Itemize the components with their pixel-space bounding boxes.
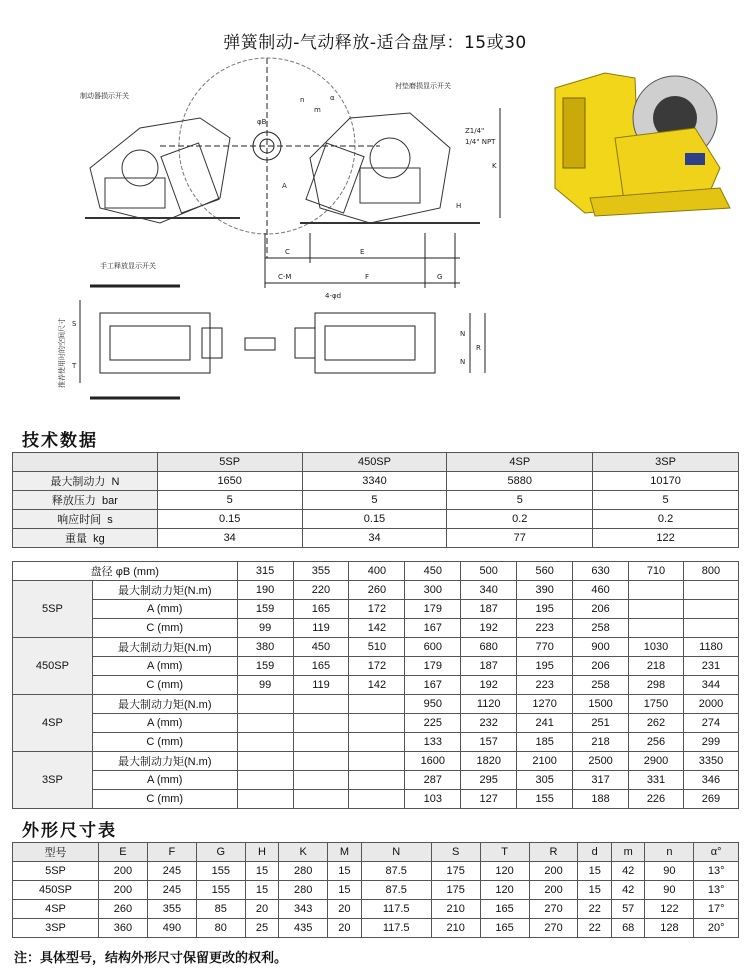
torque-cell: 241 (517, 714, 573, 733)
torque-cell: 225 (405, 714, 461, 733)
dims-cell: 200 (529, 862, 578, 881)
torque-header-row (13, 562, 739, 581)
torque-cell: 119 (293, 619, 349, 638)
torque-cell: 1600 (405, 752, 461, 771)
dims-cell: 245 (147, 862, 196, 881)
torque-cell: 1500 (573, 695, 629, 714)
torque-cell: 142 (349, 676, 405, 695)
torque-cell: 299 (683, 733, 738, 752)
dims-cell: 117.5 (361, 919, 431, 938)
torque-cell (349, 790, 405, 809)
torque-cell: 192 (461, 619, 517, 638)
torque-cell: 220 (293, 581, 349, 600)
torque-cell: 258 (573, 676, 629, 695)
torque-row-label: A (mm) (92, 657, 237, 676)
dimensions-table (12, 842, 739, 938)
torque-diameter: 315 (237, 562, 293, 581)
torque-cell: 223 (517, 619, 573, 638)
dims-cell: 360 (99, 919, 148, 938)
torque-row (13, 581, 739, 600)
tech-row-label: 响应时间 s (13, 510, 158, 529)
dims-cell: 435 (279, 919, 328, 938)
dims-cell: 15 (245, 862, 278, 881)
dims-cell: 175 (431, 881, 480, 900)
dims-cell: 343 (279, 900, 328, 919)
tech-row (13, 472, 739, 491)
dims-cell: 20 (328, 919, 361, 938)
torque-row-label: 最大制动力矩(N.m) (92, 638, 237, 657)
torque-cell: 206 (573, 657, 629, 676)
torque-cell: 179 (405, 600, 461, 619)
torque-cell: 256 (629, 733, 684, 752)
dims-cell: 117.5 (361, 900, 431, 919)
torque-row (13, 619, 739, 638)
dims-cell: 4SP (13, 900, 99, 919)
tech-row (13, 529, 739, 548)
dims-cell: 80 (196, 919, 245, 938)
dims-cell: 20 (328, 900, 361, 919)
torque-cell (349, 771, 405, 790)
torque-cell: 99 (237, 619, 293, 638)
torque-row-label: 最大制动力矩(N.m) (92, 752, 237, 771)
torque-cell: 3350 (683, 752, 738, 771)
torque-row-label: A (mm) (92, 714, 237, 733)
label-dim-K: K (492, 162, 497, 170)
label-dim-phiB: φB (257, 118, 267, 126)
dims-cell: 200 (99, 862, 148, 881)
dims-cell: 17° (694, 900, 739, 919)
torque-cell: 1180 (683, 638, 738, 657)
dims-header: S (431, 843, 480, 862)
torque-cell: 188 (573, 790, 629, 809)
dims-cell: 200 (99, 881, 148, 900)
torque-cell: 185 (517, 733, 573, 752)
torque-row-label: A (mm) (92, 600, 237, 619)
torque-cell: 195 (517, 657, 573, 676)
dims-cell: 120 (480, 881, 529, 900)
torque-row (13, 771, 739, 790)
torque-cell: 1270 (517, 695, 573, 714)
tech-data-table (12, 452, 739, 548)
label-dim-R: R (476, 344, 481, 352)
dims-cell: 165 (480, 900, 529, 919)
tech-cell: 3340 (302, 472, 447, 491)
dims-header: 型号 (13, 843, 99, 862)
torque-row-label: C (mm) (92, 676, 237, 695)
dims-row (13, 919, 739, 938)
torque-cell (293, 771, 349, 790)
torque-cell: 2000 (683, 695, 738, 714)
dims-cell: 260 (99, 900, 148, 919)
label-dim-CM: C-M (278, 273, 292, 281)
dims-header: F (147, 843, 196, 862)
dims-cell: 13° (694, 862, 739, 881)
torque-cell: 231 (683, 657, 738, 676)
tech-cell: 34 (302, 529, 447, 548)
tech-model: 3SP (593, 453, 739, 472)
dims-cell: 68 (611, 919, 644, 938)
dims-cell: 3SP (13, 919, 99, 938)
torque-diameter: 630 (573, 562, 629, 581)
torque-cell: 179 (405, 657, 461, 676)
torque-model: 5SP (13, 581, 93, 638)
torque-row-label: 最大制动力矩(N.m) (92, 581, 237, 600)
dims-cell: 155 (196, 862, 245, 881)
torque-diameter: 450 (405, 562, 461, 581)
label-manual-release-switch: 手工释放显示开关 (100, 262, 156, 270)
label-space: 推荐使用时的空间尺寸 (58, 318, 66, 388)
dims-cell: 450SP (13, 881, 99, 900)
torque-cell (237, 790, 293, 809)
label-dim-N1: N (460, 330, 466, 338)
torque-cell (293, 790, 349, 809)
dims-cell: 280 (279, 881, 328, 900)
tech-row-label: 重量 kg (13, 529, 158, 548)
dims-cell: 90 (645, 881, 694, 900)
label-brake-switch-right: 衬垫磨损显示开关 (395, 82, 451, 90)
torque-cell (237, 714, 293, 733)
torque-cell (237, 752, 293, 771)
torque-cell: 900 (573, 638, 629, 657)
torque-cell: 190 (237, 581, 293, 600)
torque-cell (683, 600, 738, 619)
torque-cell: 287 (405, 771, 461, 790)
dims-header: K (279, 843, 328, 862)
torque-cell: 127 (461, 790, 517, 809)
torque-cell (237, 771, 293, 790)
torque-cell: 167 (405, 619, 461, 638)
dims-cell: 175 (431, 862, 480, 881)
dims-cell: 42 (611, 862, 644, 881)
torque-cell: 251 (573, 714, 629, 733)
torque-cell: 300 (405, 581, 461, 600)
torque-cell: 331 (629, 771, 684, 790)
torque-cell: 344 (683, 676, 738, 695)
tech-cell: 0.2 (593, 510, 739, 529)
torque-diameter: 500 (461, 562, 517, 581)
torque-table (12, 561, 739, 809)
torque-model: 3SP (13, 752, 93, 809)
dims-header: n (645, 843, 694, 862)
torque-row (13, 657, 739, 676)
label-dim-alpha: α (330, 94, 335, 102)
torque-row-label: 最大制动力矩(N.m) (92, 695, 237, 714)
dims-cell: 15 (328, 881, 361, 900)
dims-header: m (611, 843, 644, 862)
torque-row (13, 752, 739, 771)
torque-cell: 159 (237, 600, 293, 619)
label-brake-switch-left: 制动器损示开关 (80, 92, 129, 100)
torque-cell: 950 (405, 695, 461, 714)
dims-cell: 87.5 (361, 862, 431, 881)
label-thread: Z1/4" (465, 127, 485, 135)
dims-cell: 15 (328, 862, 361, 881)
torque-cell: 2100 (517, 752, 573, 771)
torque-cell: 172 (349, 600, 405, 619)
torque-cell (629, 619, 684, 638)
torque-cell: 167 (405, 676, 461, 695)
dims-cell: 165 (480, 919, 529, 938)
dims-header: E (99, 843, 148, 862)
label-dim-A: A (282, 182, 287, 190)
torque-row-label: C (mm) (92, 733, 237, 752)
torque-cell: 346 (683, 771, 738, 790)
torque-diameter: 800 (683, 562, 738, 581)
tech-row-label: 最大制动力 N (13, 472, 158, 491)
dims-cell: 490 (147, 919, 196, 938)
label-dim-G: G (437, 273, 443, 281)
footnote: 注：具体型号，结构外形尺寸保留更改的权利。 (14, 951, 288, 966)
torque-cell: 119 (293, 676, 349, 695)
torque-cell: 165 (293, 657, 349, 676)
dims-header: M (328, 843, 361, 862)
dims-cell: 122 (645, 900, 694, 919)
tech-header-empty (13, 453, 158, 472)
torque-disc-label: 盘径 φB (mm) (13, 562, 238, 581)
torque-cell: 172 (349, 657, 405, 676)
torque-cell (349, 733, 405, 752)
dims-cell: 210 (431, 919, 480, 938)
torque-cell: 298 (629, 676, 684, 695)
tech-cell: 0.15 (302, 510, 447, 529)
torque-cell: 103 (405, 790, 461, 809)
torque-row-label: C (mm) (92, 790, 237, 809)
torque-diameter: 400 (349, 562, 405, 581)
dims-header: N (361, 843, 431, 862)
tech-model: 4SP (447, 453, 593, 472)
dims-header: α° (694, 843, 739, 862)
dims-header-row (13, 843, 739, 862)
tech-cell: 5 (157, 491, 302, 510)
label-dim-m: m (314, 106, 321, 114)
dims-heading: 外形尺寸表 (22, 821, 117, 841)
dims-cell: 200 (529, 881, 578, 900)
dims-header: R (529, 843, 578, 862)
torque-cell: 269 (683, 790, 738, 809)
label-dim-N2: N (460, 358, 466, 366)
tech-cell: 34 (157, 529, 302, 548)
dims-cell: 90 (645, 862, 694, 881)
tech-cell: 5 (302, 491, 447, 510)
torque-cell: 380 (237, 638, 293, 657)
dims-cell: 155 (196, 881, 245, 900)
torque-cell: 1030 (629, 638, 684, 657)
torque-cell: 295 (461, 771, 517, 790)
torque-cell: 195 (517, 600, 573, 619)
torque-diameter: 355 (293, 562, 349, 581)
torque-diameter: 710 (629, 562, 684, 581)
tech-cell: 0.15 (157, 510, 302, 529)
torque-cell: 232 (461, 714, 517, 733)
dims-cell: 25 (245, 919, 278, 938)
torque-row (13, 638, 739, 657)
dims-cell: 270 (529, 919, 578, 938)
torque-cell: 192 (461, 676, 517, 695)
dims-cell: 22 (578, 919, 611, 938)
label-dim-C: C (285, 248, 290, 256)
tech-cell: 122 (593, 529, 739, 548)
torque-row-label: A (mm) (92, 771, 237, 790)
tech-model: 5SP (157, 453, 302, 472)
tech-header-row (13, 453, 739, 472)
torque-cell: 218 (573, 733, 629, 752)
dims-cell: 57 (611, 900, 644, 919)
dims-cell: 210 (431, 900, 480, 919)
torque-row (13, 676, 739, 695)
torque-row (13, 790, 739, 809)
torque-cell: 450 (293, 638, 349, 657)
tech-row (13, 510, 739, 529)
torque-cell: 223 (517, 676, 573, 695)
torque-cell: 274 (683, 714, 738, 733)
torque-row-label: C (mm) (92, 619, 237, 638)
label-dim-S: S (72, 320, 77, 328)
torque-cell (293, 714, 349, 733)
tech-data-heading: 技术数据 (22, 431, 98, 451)
torque-cell: 305 (517, 771, 573, 790)
torque-cell: 206 (573, 600, 629, 619)
torque-cell (237, 695, 293, 714)
page-title: 弹簧制动-气动释放-适合盘厚：15或30 (223, 33, 527, 53)
torque-row (13, 695, 739, 714)
torque-cell: 258 (573, 619, 629, 638)
torque-cell: 142 (349, 619, 405, 638)
tech-row (13, 491, 739, 510)
torque-cell: 770 (517, 638, 573, 657)
label-holes: 4-φd (325, 292, 342, 300)
torque-cell: 133 (405, 733, 461, 752)
dims-cell: 280 (279, 862, 328, 881)
label-npt: 1/4" NPT (465, 138, 496, 146)
dims-cell: 20° (694, 919, 739, 938)
torque-cell: 218 (629, 657, 684, 676)
label-dim-E: E (360, 248, 365, 256)
dims-cell: 15 (245, 881, 278, 900)
dims-cell: 15 (578, 862, 611, 881)
torque-cell: 600 (405, 638, 461, 657)
torque-cell: 157 (461, 733, 517, 752)
torque-cell: 340 (461, 581, 517, 600)
label-dim-n: n (300, 96, 305, 104)
torque-cell (683, 581, 738, 600)
dims-cell: 85 (196, 900, 245, 919)
torque-cell: 460 (573, 581, 629, 600)
dims-cell: 42 (611, 881, 644, 900)
torque-cell (293, 752, 349, 771)
dims-cell: 15 (578, 881, 611, 900)
dims-cell: 20 (245, 900, 278, 919)
torque-cell (683, 619, 738, 638)
torque-cell: 260 (349, 581, 405, 600)
tech-cell: 0.2 (447, 510, 593, 529)
torque-cell: 1120 (461, 695, 517, 714)
torque-diameter: 560 (517, 562, 573, 581)
torque-row (13, 733, 739, 752)
torque-cell: 2500 (573, 752, 629, 771)
torque-cell (237, 733, 293, 752)
torque-cell (349, 695, 405, 714)
torque-cell (629, 581, 684, 600)
torque-cell: 262 (629, 714, 684, 733)
label-dim-H: H (456, 202, 462, 210)
dims-header: d (578, 843, 611, 862)
tech-cell: 5 (593, 491, 739, 510)
dims-header: H (245, 843, 278, 862)
torque-cell: 99 (237, 676, 293, 695)
torque-cell: 159 (237, 657, 293, 676)
dims-cell: 128 (645, 919, 694, 938)
technical-drawing (58, 58, 497, 420)
torque-cell (349, 714, 405, 733)
dims-cell: 5SP (13, 862, 99, 881)
dims-cell: 13° (694, 881, 739, 900)
dims-row (13, 881, 739, 900)
torque-cell: 226 (629, 790, 684, 809)
torque-cell: 2900 (629, 752, 684, 771)
torque-cell (293, 733, 349, 752)
torque-cell: 165 (293, 600, 349, 619)
tech-row-label: 释放压力 bar (13, 491, 158, 510)
torque-cell: 187 (461, 600, 517, 619)
dims-cell: 355 (147, 900, 196, 919)
dims-cell: 87.5 (361, 881, 431, 900)
torque-cell: 680 (461, 638, 517, 657)
torque-cell: 390 (517, 581, 573, 600)
tech-cell: 1650 (157, 472, 302, 491)
dims-row (13, 862, 739, 881)
torque-cell: 1750 (629, 695, 684, 714)
label-dim-T: T (72, 362, 77, 370)
product-photo (545, 58, 735, 218)
tech-cell: 10170 (593, 472, 739, 491)
torque-model: 450SP (13, 638, 93, 695)
dims-header: T (480, 843, 529, 862)
torque-cell (293, 695, 349, 714)
dims-cell: 245 (147, 881, 196, 900)
torque-cell: 510 (349, 638, 405, 657)
dims-cell: 270 (529, 900, 578, 919)
torque-cell: 317 (573, 771, 629, 790)
dims-header: G (196, 843, 245, 862)
torque-row (13, 714, 739, 733)
torque-cell (629, 600, 684, 619)
tech-model: 450SP (302, 453, 447, 472)
dims-cell: 120 (480, 862, 529, 881)
tech-cell: 5880 (447, 472, 593, 491)
torque-cell (349, 752, 405, 771)
torque-cell: 187 (461, 657, 517, 676)
torque-model: 4SP (13, 695, 93, 752)
tech-cell: 77 (447, 529, 593, 548)
tech-cell: 5 (447, 491, 593, 510)
torque-cell: 155 (517, 790, 573, 809)
dims-row (13, 900, 739, 919)
label-dim-F: F (365, 273, 370, 281)
torque-cell: 1820 (461, 752, 517, 771)
torque-row (13, 600, 739, 619)
dims-cell: 22 (578, 900, 611, 919)
